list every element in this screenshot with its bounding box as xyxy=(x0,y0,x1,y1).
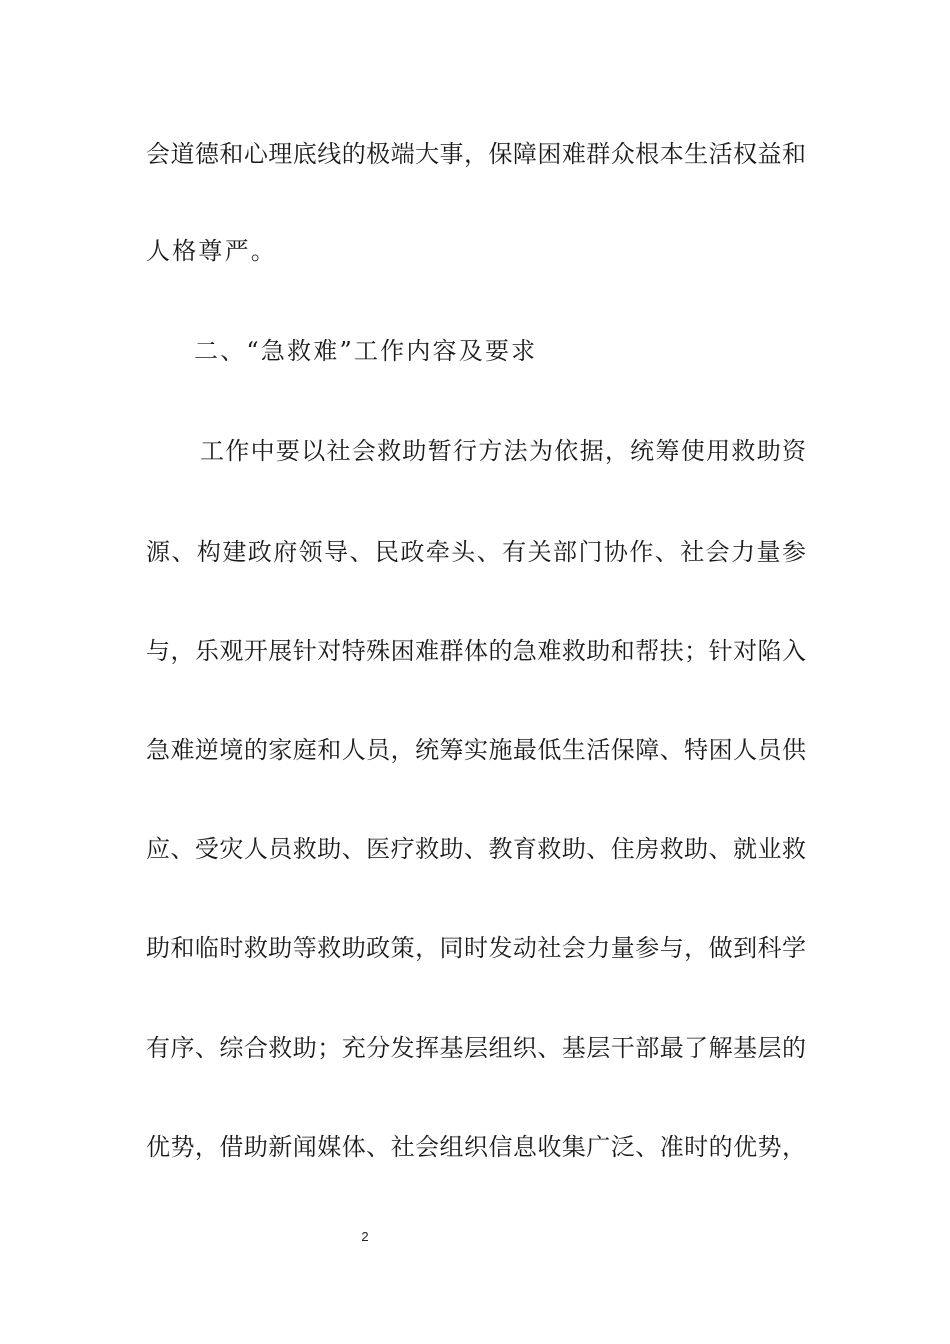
body-line-5: 与，乐观开展针对特殊困难群体的急难救助和帮扶；针对陷入 xyxy=(146,637,806,665)
body-line-1: 会道德和心理底线的极端大事，保障困难群众根本生活权益和 xyxy=(146,140,806,168)
body-line-9: 有序、综合救助；充分发挥基层组织、基层干部最了解基层的 xyxy=(146,1034,806,1062)
body-line-8: 助和临时救助等救助政策，同时发动社会力量参与，做到科学 xyxy=(146,934,806,962)
section-heading: 二、“急救难”工作内容及要求 xyxy=(194,337,538,365)
body-line-6: 急难逆境的家庭和人员，统筹实施最低生活保障、特困人员供 xyxy=(146,736,806,764)
body-line-4: 源、构建政府领导、民政牵头、有关部门协作、社会力量参 xyxy=(146,538,806,566)
page-number: 2 xyxy=(361,1229,369,1244)
body-line-2: 人格尊严。 xyxy=(146,237,277,265)
body-line-10: 优势，借助新闻媒体、社会组织信息收集广泛、准时的优势， xyxy=(146,1133,806,1161)
body-line-7: 应、受灾人员救助、医疗救助、教育救助、住房救助、就业救 xyxy=(146,835,806,863)
body-line-3: 工作中要以社会救助暂行方法为依据，统筹使用救助资 xyxy=(200,437,806,465)
